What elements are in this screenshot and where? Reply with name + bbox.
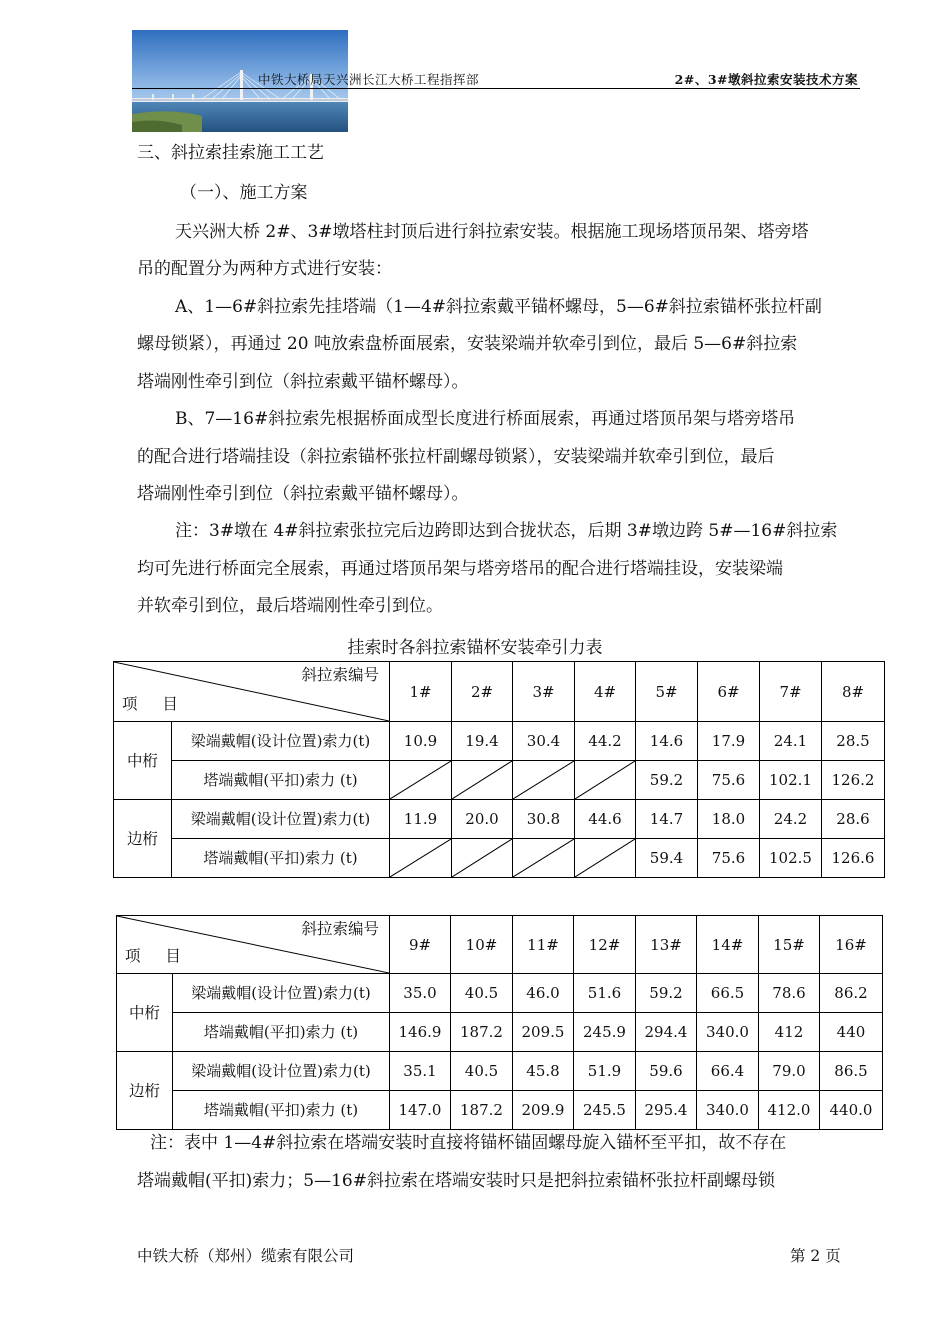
header-cable-number: 斜拉索编号 (301, 666, 379, 684)
table-row (117, 1091, 883, 1130)
cell: 14.7 (636, 800, 698, 839)
header-item: 项 目 (122, 695, 188, 713)
empty-cell-slash (575, 839, 636, 878)
group-label: 边桁 (114, 800, 172, 878)
table-row (117, 974, 883, 1013)
traction-table-2 (116, 915, 883, 1130)
cell: 24.1 (760, 722, 822, 761)
cell: 19.4 (452, 722, 513, 761)
cell: 18.0 (698, 800, 760, 839)
cell: 86.2 (820, 974, 883, 1013)
table-header-row (117, 916, 883, 974)
col-header: 7# (760, 662, 822, 722)
row-label: 塔端戴帽(平扣)索力 (t) (173, 1091, 390, 1130)
row-label: 梁端戴帽(设计位置)索力(t) (173, 1052, 390, 1091)
empty-cell-slash (513, 839, 575, 878)
cell: 28.5 (822, 722, 885, 761)
cell: 340.0 (697, 1013, 759, 1052)
traction-table-1 (113, 661, 885, 878)
cell: 66.4 (697, 1052, 759, 1091)
cell: 209.5 (513, 1013, 574, 1052)
col-header: 11# (513, 916, 574, 974)
cell: 187.2 (451, 1013, 513, 1052)
table-row (114, 761, 885, 800)
cell: 340.0 (697, 1091, 759, 1130)
cell: 187.2 (451, 1091, 513, 1130)
col-header: 13# (636, 916, 697, 974)
col-header: 5# (636, 662, 698, 722)
bottom-note-line1: 注：表中 1—4#斜拉索在塔端安装时直接将锚杯锚固螺母旋入锚杯至平扣，故不存在 (150, 1133, 787, 1153)
col-header: 16# (820, 916, 883, 974)
row-label: 梁端戴帽(设计位置)索力(t) (172, 800, 390, 839)
table-row (117, 1013, 883, 1052)
row-label: 塔端戴帽(平扣)索力 (t) (173, 1013, 390, 1052)
col-header: 6# (698, 662, 760, 722)
table-row (114, 722, 885, 761)
row-label: 塔端戴帽(平扣)索力 (t) (172, 839, 390, 878)
table-row (114, 839, 885, 878)
group-label: 边桁 (117, 1052, 173, 1130)
group-label: 中桁 (114, 722, 172, 800)
para-b-line2: 的配合进行塔端挂设（斜拉索锚杯张拉杆副螺母锁紧），安装梁端并软牵引到位，最后 (137, 447, 775, 467)
cell: 35.1 (390, 1052, 451, 1091)
cell: 46.0 (513, 974, 574, 1013)
cell: 30.8 (513, 800, 575, 839)
para-note-line2: 均可先进行桥面完全展索，再通过塔顶吊架与塔旁塔吊的配合进行塔端挂设，安装梁端 (137, 559, 783, 579)
col-header: 1# (390, 662, 452, 722)
cell: 147.0 (390, 1091, 451, 1130)
cell: 17.9 (698, 722, 760, 761)
cell: 44.6 (575, 800, 636, 839)
col-header: 10# (451, 916, 513, 974)
cell: 75.6 (698, 839, 760, 878)
header-rule (132, 88, 860, 89)
cell: 245.9 (574, 1013, 636, 1052)
table-header-row (114, 662, 885, 722)
cell: 59.4 (636, 839, 698, 878)
cell: 11.9 (390, 800, 452, 839)
para-a-line3: 塔端刚性牵引到位（斜拉索戴平锚杯螺母）。 (137, 372, 469, 392)
table-header-corner (117, 916, 390, 974)
cell: 146.9 (390, 1013, 451, 1052)
bottom-note-line2: 塔端戴帽(平扣)索力；5—16#斜拉索在塔端安装时只是把斜拉索锚杯张拉杆副螺母锁 (137, 1171, 775, 1191)
row-label: 梁端戴帽(设计位置)索力(t) (173, 974, 390, 1013)
section-heading: 三、斜拉索挂索施工工艺 (137, 143, 324, 163)
col-header: 12# (574, 916, 636, 974)
cell: 245.5 (574, 1091, 636, 1130)
para-b-line3: 塔端刚性牵引到位（斜拉索戴平锚杯螺母）。 (137, 484, 469, 504)
cell: 51.6 (574, 974, 636, 1013)
row-label: 塔端戴帽(平扣)索力 (t) (172, 761, 390, 800)
cell: 66.5 (697, 974, 759, 1013)
cell: 75.6 (698, 761, 760, 800)
cell: 412 (759, 1013, 820, 1052)
cell: 86.5 (820, 1052, 883, 1091)
cell: 59.2 (636, 761, 698, 800)
cell: 30.4 (513, 722, 575, 761)
cell: 126.2 (822, 761, 885, 800)
col-header: 3# (513, 662, 575, 722)
para-note-line1: 注：3#墩在 4#斜拉索张拉完后边跨即达到合拢状态，后期 3#墩边跨 5#—16#斜拉索 (175, 521, 838, 541)
cell: 412.0 (759, 1091, 820, 1130)
col-header: 9# (390, 916, 451, 974)
footer-page-number: 第 2 页 (790, 1247, 841, 1265)
table-row (117, 1052, 883, 1091)
header-doc-title: 2#、3#墩斜拉索安装技术方案 (674, 72, 858, 87)
para1-line1: 天兴洲大桥 2#、3#墩塔柱封顶后进行斜拉索安装。根据施工现场塔顶吊架、塔旁塔 (175, 222, 809, 242)
cell: 28.6 (822, 800, 885, 839)
col-header: 2# (452, 662, 513, 722)
cell: 10.9 (390, 722, 452, 761)
cell: 59.6 (636, 1052, 697, 1091)
cell: 440.0 (820, 1091, 883, 1130)
cell: 40.5 (451, 974, 513, 1013)
cell: 51.9 (574, 1052, 636, 1091)
cell: 44.2 (575, 722, 636, 761)
empty-cell-slash (452, 839, 513, 878)
group-label: 中桁 (117, 974, 173, 1052)
table-header-corner (114, 662, 390, 722)
header-item: 项 目 (125, 947, 191, 965)
para1-line2: 吊的配置分为两种方式进行安装： (137, 259, 392, 279)
cell: 14.6 (636, 722, 698, 761)
cell: 79.0 (759, 1052, 820, 1091)
cell: 20.0 (452, 800, 513, 839)
para-a-line2: 螺母锁紧），再通过 20 吨放索盘桥面展索，安装梁端并软牵引到位，最后 5—6#斜拉索 (137, 334, 798, 354)
empty-cell-slash (513, 761, 575, 800)
col-header: 4# (575, 662, 636, 722)
cell: 45.8 (513, 1052, 574, 1091)
empty-cell-slash (575, 761, 636, 800)
empty-cell-slash (390, 839, 452, 878)
table-title: 挂索时各斜拉索锚杯安装牵引力表 (347, 638, 603, 658)
para-note-line3: 并软牵引到位，最后塔端刚性牵引到位。 (137, 596, 443, 616)
cell: 24.2 (760, 800, 822, 839)
para-b-line1: B、7—16#斜拉索先根据桥面成型长度进行桥面展索，再通过塔顶吊架与塔旁塔吊 (175, 409, 796, 429)
col-header: 14# (697, 916, 759, 974)
empty-cell-slash (452, 761, 513, 800)
cell: 209.9 (513, 1091, 574, 1130)
cell: 440 (820, 1013, 883, 1052)
cell: 126.6 (822, 839, 885, 878)
cell: 294.4 (636, 1013, 697, 1052)
header-cable-number: 斜拉索编号 (301, 920, 379, 938)
header-org: 中铁大桥局天兴洲长江大桥工程指挥部 (258, 72, 480, 87)
col-header: 15# (759, 916, 820, 974)
table-row (114, 800, 885, 839)
cell: 295.4 (636, 1091, 697, 1130)
footer-company: 中铁大桥（郑州）缆索有限公司 (137, 1247, 355, 1265)
cell: 102.1 (760, 761, 822, 800)
cell: 59.2 (636, 974, 697, 1013)
row-label: 梁端戴帽(设计位置)索力(t) (172, 722, 390, 761)
cell: 40.5 (451, 1052, 513, 1091)
cell: 102.5 (760, 839, 822, 878)
col-header: 8# (822, 662, 885, 722)
para-a-line1: A、1—6#斜拉索先挂塔端（1—4#斜拉索戴平锚杯螺母，5—6#斜拉索锚杯张拉杆副 (175, 297, 822, 317)
sub-heading: （一）、施工方案 (180, 183, 308, 203)
empty-cell-slash (390, 761, 452, 800)
cell: 35.0 (390, 974, 451, 1013)
cell: 78.6 (759, 974, 820, 1013)
